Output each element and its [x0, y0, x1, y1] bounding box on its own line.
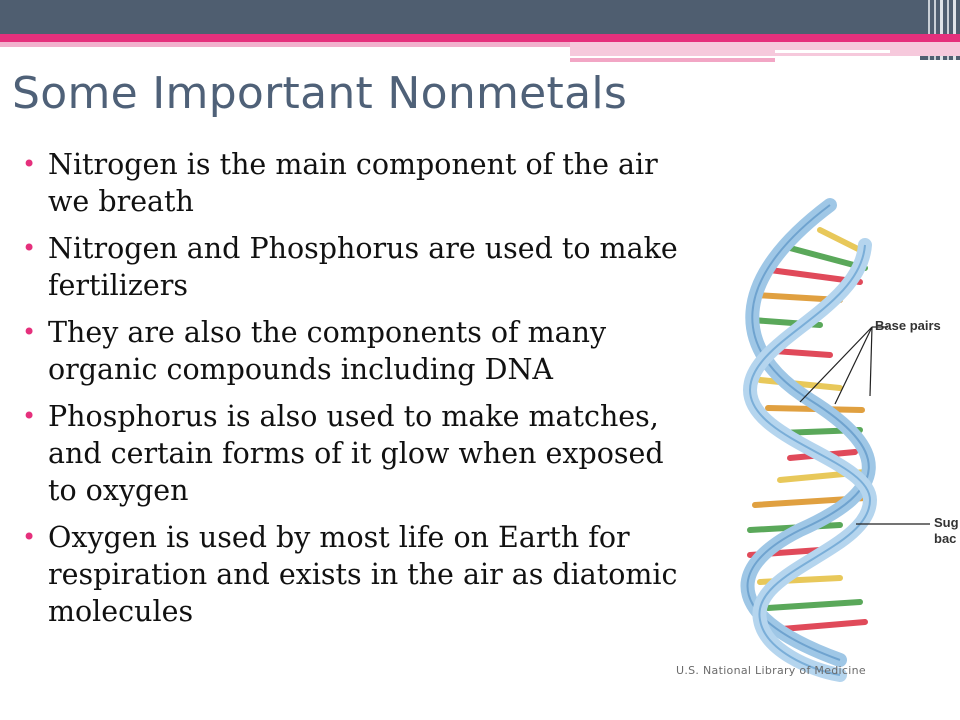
bullet-item — [20, 398, 700, 509]
header-accent-band — [0, 34, 960, 42]
header-accent-band-light-right — [570, 42, 960, 56]
bullet-icon: • — [22, 150, 37, 178]
bullet-text: Oxygen is used by most life on Earth for respiration and exists in the air as diatomic molecules — [48, 521, 678, 628]
bullet-item — [20, 519, 700, 630]
bullet-icon: • — [22, 318, 37, 346]
bullet-item — [20, 230, 700, 304]
header-bar — [0, 0, 960, 34]
sugar-backbone-label-line1: Sug — [934, 515, 959, 530]
bullet-icon: • — [22, 523, 37, 551]
header-accent-band-light — [0, 42, 570, 47]
bullet-icon: • — [22, 402, 37, 430]
sugar-backbone-label — [934, 515, 959, 547]
header-accent-line — [570, 58, 775, 62]
bullet-item — [20, 314, 700, 388]
figure-caption: U.S. National Library of Medicine — [676, 664, 866, 677]
bullet-list — [20, 146, 700, 640]
bullet-text: Phosphorus is also used to make matches, and certain forms of it glow when exposed to oxygen — [48, 400, 664, 507]
bullet-item — [20, 146, 700, 220]
dna-double-helix-illustration — [690, 190, 960, 690]
header-accent-line-white — [775, 50, 890, 53]
sugar-backbone-label-line2: bac — [934, 531, 957, 546]
bullet-text: Nitrogen is the main component of the air we breath — [48, 148, 658, 218]
bullet-text: They are also the components of many organic compounds including DNA — [48, 316, 607, 386]
bullet-text: Nitrogen and Phosphorus are used to make fertilizers — [48, 232, 678, 302]
slide-title: Some Important Nonmetals — [12, 68, 628, 119]
base-pairs-label: Base pairs — [875, 318, 941, 333]
bullet-icon: • — [22, 234, 37, 262]
